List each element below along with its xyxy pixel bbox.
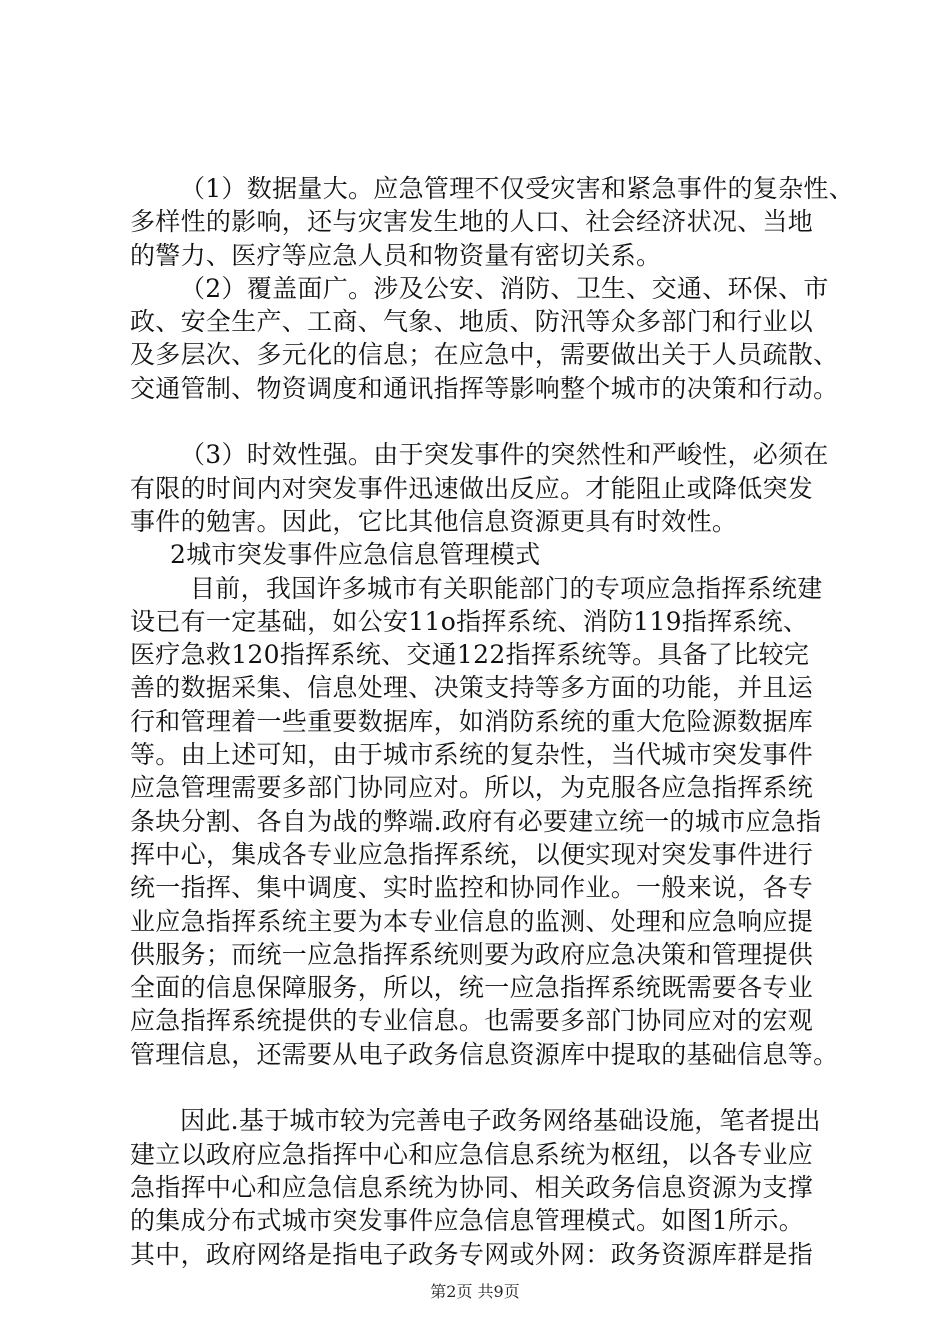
text-line: 全面的信息保障服务，所以，统一应急指挥系统既需要各专业 bbox=[130, 973, 814, 1003]
blank-line bbox=[130, 405, 830, 438]
text-line: 善的数据采集、信息处理、决策支持等多方面的功能，并且运 bbox=[130, 673, 814, 703]
text-line: 管理信息，还需要从电子政务信息资源库中提取的基础信息等。 bbox=[130, 1039, 839, 1069]
text-line: 统一指挥、集中调度、实时监控和协同作业。一般来说，各专 bbox=[130, 873, 814, 903]
text-line: 条块分割、各自为战的弊端.政府有必要建立统一的城市应急指 bbox=[130, 806, 822, 836]
blank-line bbox=[130, 1071, 830, 1104]
text-line: 行和管理着一些重要数据库，如消防系统的重大危险源数据库 bbox=[130, 706, 814, 736]
text-line: 其中，政府网络是指电子政务专网或外网：政务资源库群是指 bbox=[130, 1239, 814, 1269]
body-text bbox=[130, 172, 855, 1271]
text-line: 政、安全生产、工商、气象、地质、防汛等众多部门和行业以 bbox=[130, 307, 814, 337]
text-line: 的集成分布式城市突发事件应急信息管理模式。如图1所示。 bbox=[130, 1206, 805, 1236]
text-line: 事件的勉害。因此，它比其他信息资源更具有时效性。 bbox=[130, 506, 738, 536]
text-line: （3）时效性强。由于突发事件的突然性和严峻性，必须在 bbox=[180, 440, 829, 470]
page-number-label: 第2页 共9页 bbox=[430, 1282, 520, 1301]
text-line: 挥中心，集成各专业应急指挥系统，以便实现对突发事件进行 bbox=[130, 839, 814, 869]
text-line: 应急指挥系统提供的专业信息。也需要多部门协同应对的宏观 bbox=[130, 1006, 814, 1036]
text-line: （2）覆盖面广。涉及公安、消防、卫生、交通、环保、市 bbox=[180, 273, 829, 303]
text-line: 因此.基于城市较为完善电子政务网络基础设施，笔者提出 bbox=[180, 1106, 821, 1136]
text-line: 设已有一定基础，如公安11o指挥系统、消防119指挥系统、 bbox=[130, 606, 809, 636]
text-line: 供服务；而统一应急指挥系统则要为政府应急决策和管理提供 bbox=[130, 939, 814, 969]
text-line: 应急管理需要多部门协同应对。所以，为克服各应急指挥系统 bbox=[130, 773, 814, 803]
text-line: 医疗急救120指挥系统、交通122指挥系统等。具备了比较完 bbox=[130, 640, 810, 670]
text-line: 及多层次、多元化的信息；在应急中，需要做出关于人员疏散、 bbox=[130, 340, 839, 370]
text-line: 多样性的影响，还与灾害发生地的人口、社会经济状况、当地 bbox=[130, 207, 814, 237]
text-line: 的警力、医疗等应急人员和物资量有密切关系。 bbox=[130, 240, 662, 270]
text-line: 建立以政府应急指挥中心和应急信息系统为枢纽，以各专业应 bbox=[130, 1139, 814, 1169]
text-line: 有限的时间内对突发事件迅速做出反应。才能阻止或降低突发 bbox=[130, 473, 814, 503]
page-footer bbox=[0, 1282, 950, 1302]
text-line: 目前，我国许多城市有关职能部门的专项应急指挥系统建 bbox=[190, 573, 823, 603]
text-line: 急指挥中心和应急信息系统为协同、相关政务信息资源为支撑 bbox=[130, 1172, 814, 1202]
text-line: 交通管制、物资调度和通讯指挥等影响整个城市的决策和行动。 bbox=[130, 373, 839, 403]
text-line: 等。由上述可知，由于城市系统的复杂性，当代城市突发事件 bbox=[130, 740, 814, 770]
section-heading: 2城市突发事件应急信息管理模式 bbox=[170, 540, 541, 570]
text-line: （1）数据量大。应急管理不仅受灾害和紧急事件的复杂性、 bbox=[180, 174, 855, 203]
text-line: 业应急指挥系统主要为本专业信息的监测、处理和应急响应提 bbox=[130, 906, 814, 936]
